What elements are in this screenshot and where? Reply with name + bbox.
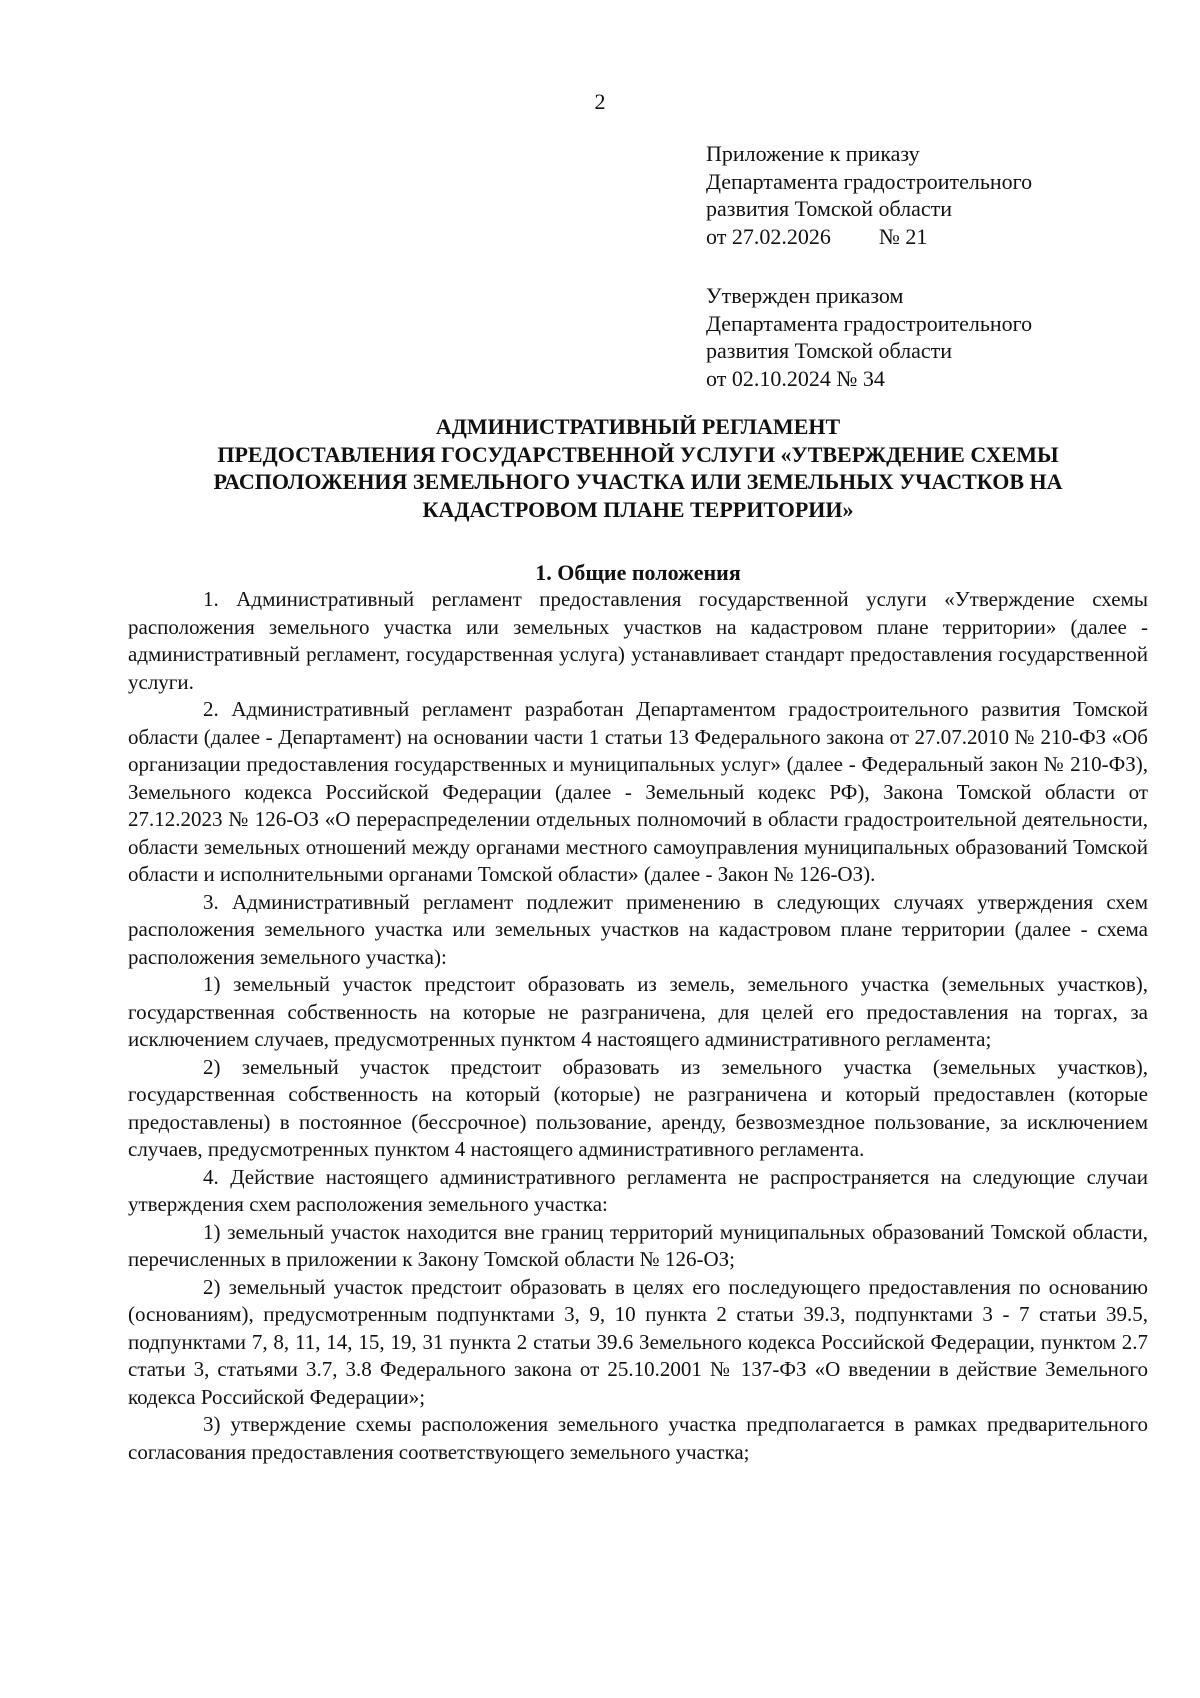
approved-line: от 02.10.2024 № 34 <box>706 365 885 391</box>
approved-line: развития Томской области <box>706 338 953 363</box>
paragraph: 2) земельный участок предстоит образовать в целях его последующего предоставления по основанию (основаниям), предусмотренным подпунктами 3, 9, 10 пункта 2 статьи 39.3, подпунктами 3 - 7 статьи 39.5, подпунктами 7, 8, 11, 14, 15, 19, 31 пункта 2 статьи 39.6 Земельного кодекса Российской Федерации, пунктом 2.7 статьи 3, статьями 3.7, 3.8 Федерального закона от 25.10.2001 № 137-ФЗ «О введении в действие Земельного кодекса Российской Федерации»; <box>128 1274 1148 1409</box>
section-heading: 1. Общие положения <box>535 560 741 585</box>
paragraph: 1. Административный регламент предоставления государственной услуги «Утверждение схемы расположения земельного участка или земельных участков на кадастровом плане территории» (далее - административный регламент, государственная услуга) устанавливает стандарт предоставления государственной услуги. <box>128 587 1148 694</box>
paragraph: 3. Административный регламент подлежит применению в следующих случаях утверждения схем расположения земельного участка или земельных участков на кадастровом плане территории (далее - схема расположения земельного участка): <box>128 889 1148 969</box>
appendix-line: Департамента градостроительного <box>706 168 1033 194</box>
paragraph: 2. Административный регламент разработан Департаментом градостроительного развития Томской области (далее - Департамент) на основании части 1 статьи 13 Федерального закона от 27.07.2010 № 210-ФЗ «Об организации предоставления государственных и муниципальных услуг» (далее - Федеральный закон № 210-ФЗ), Земельного кодекса Российской Федерации (далее - Земельный кодекс РФ), Закона Томской области от 27.12.2023 № 126-ОЗ «О перераспределении отдельных полномочий в области градостроительной деятельности, области земельных отношений между органами местного самоуправления муниципальных образований Томской области и исполнительными органами Томской области» (далее - Закон № 126-ОЗ). <box>128 697 1148 886</box>
title-line: АДМИНИСТРАТИВНЫЙ РЕГЛАМЕНТ <box>435 414 841 439</box>
paragraph: 1) земельный участок находится вне границ территорий муниципальных образований Томской области, перечисленных в приложении к Закону Томской области № 126-ОЗ; <box>128 1219 1148 1271</box>
appendix-number: № 21 <box>878 223 928 249</box>
title-line: ПРЕДОСТАВЛЕНИЯ ГОСУДАРСТВЕННОЙ УСЛУГИ «УТВЕРЖДЕНИЕ СХЕМЫ <box>217 441 1059 467</box>
document-title <box>128 413 1148 523</box>
paragraph: 1) земельный участок предстоит образовать из земель, земельного участка (земельных участков), государственная собственность на которые не разграничена, для целей его предоставления на торгах, за исключением случаев, предусмотренных пунктом 4 настоящего административного регламента; <box>128 972 1148 1051</box>
appendix-date-line <box>706 223 1166 251</box>
approved-note <box>706 282 1166 392</box>
appendix-line: развития Томской области <box>706 196 953 221</box>
approved-line: Утвержден приказом <box>706 283 904 308</box>
appendix-line: Приложение к приказу <box>706 141 920 166</box>
appendix-date: от 27.02.2026 <box>706 223 831 249</box>
paragraph: 2) земельный участок предстоит образовать из земельного участка (земельных участков), государственная собственность на который (которые) не разграничена и который предоставлен (которые предоставлены) в постоянное (бессрочное) пользование, аренду, безвозмездное пользование, за исключением случаев, предусмотренных пунктом 4 настоящего административного регламента. <box>128 1054 1148 1161</box>
title-line: КАДАСТРОВОМ ПЛАНЕ ТЕРРИТОРИИ» <box>422 496 854 522</box>
paragraph: 3) утверждение схемы расположения земельного участка предполагается в рамках предварительного согласования предоставления соответствующего земельного участка; <box>128 1412 1148 1464</box>
page-number: 2 <box>594 89 606 114</box>
approved-line: Департамента градостроительного <box>706 310 1033 336</box>
paragraph: 4. Действие настоящего административного регламента не распространяется на следующие случаи утверждения схем расположения земельного участка: <box>128 1164 1148 1216</box>
body-text <box>128 586 1148 1466</box>
appendix-note <box>706 140 1166 250</box>
title-line: РАСПОЛОЖЕНИЯ ЗЕМЕЛЬНОГО УЧАСТКА ИЛИ ЗЕМЕЛЬНЫХ УЧАСТКОВ НА <box>213 469 1063 494</box>
